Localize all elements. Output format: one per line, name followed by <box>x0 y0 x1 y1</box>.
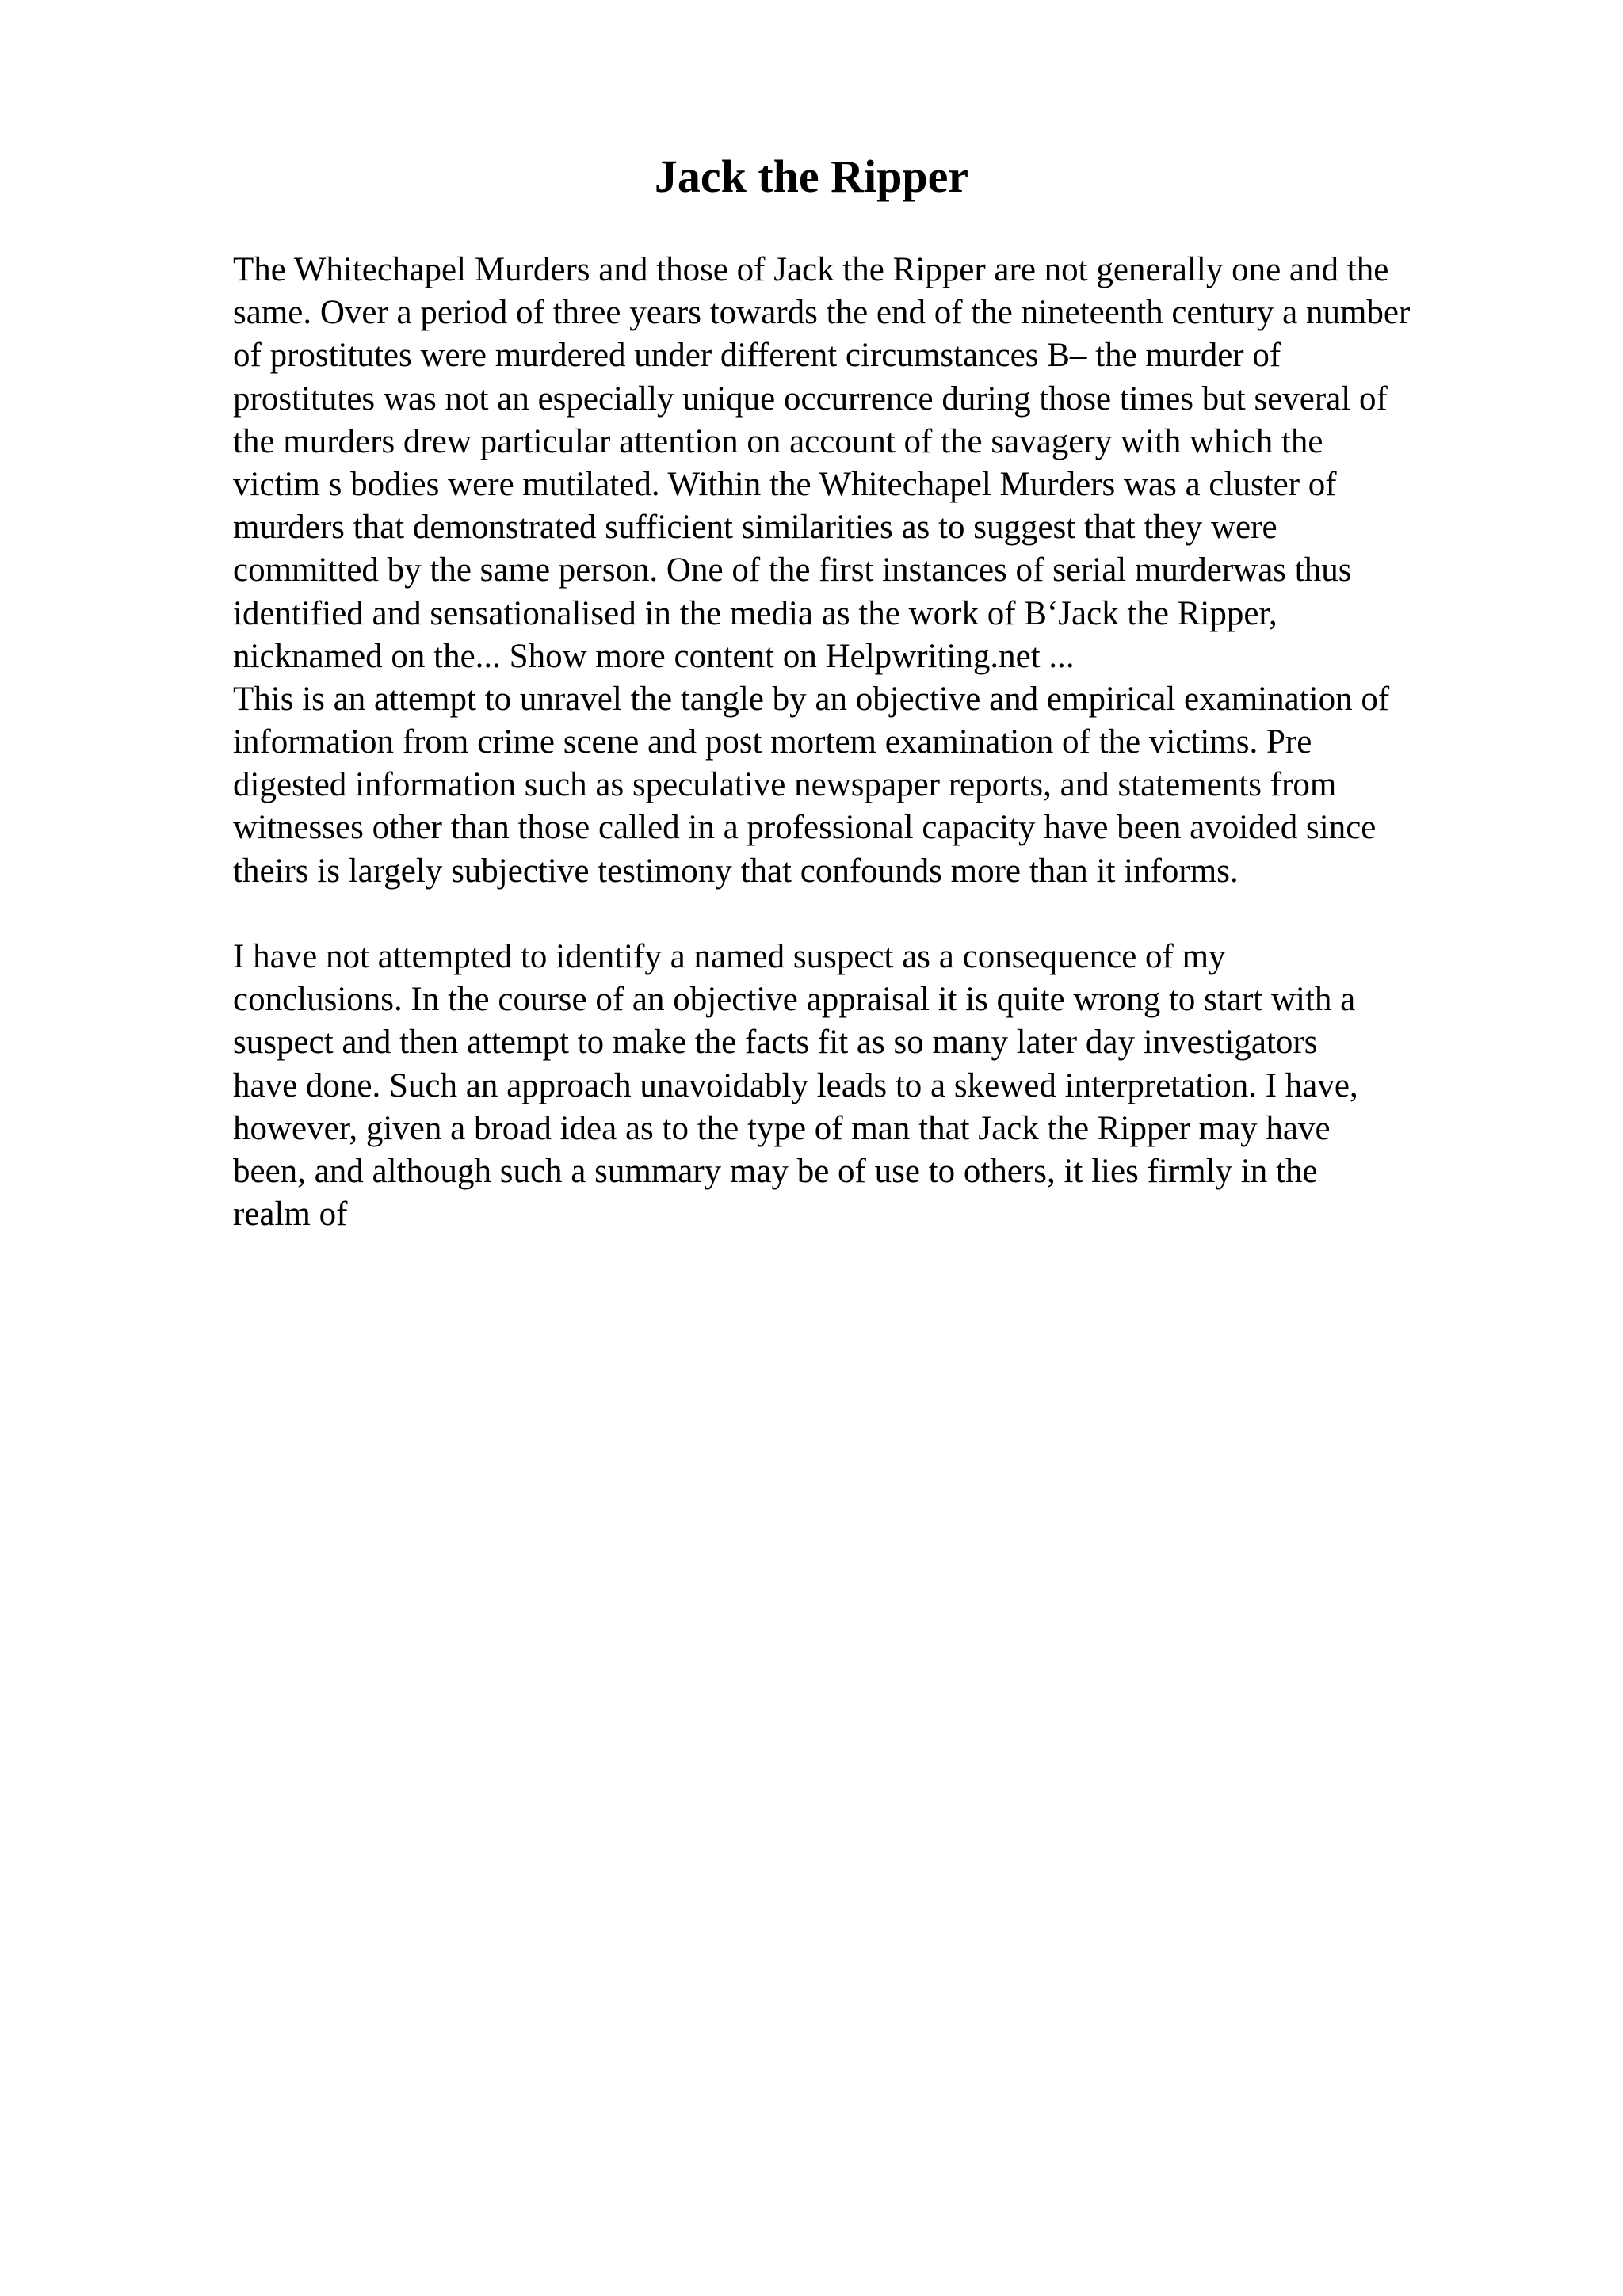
paragraph-2 <box>233 678 1533 893</box>
paragraph-1 <box>233 249 1533 678</box>
text-line: digested information such as speculative newspaper reports, and statements from <box>233 766 1337 804</box>
text-line: identified and sensationalised in the media as the work of B‘Jack the Ripper, <box>233 594 1277 632</box>
text-line: witnesses other than those called in a professional capacity have been avoided since <box>233 809 1377 847</box>
text-line: conclusions. In the course of an objective appraisal it is quite wrong to start with a <box>233 981 1356 1019</box>
text-line: nicknamed on the... Show more content on Helpwriting.net ... <box>233 637 1075 675</box>
paragraph-spacer <box>233 893 1533 936</box>
text-line: I have not attempted to identify a named suspect as a consequence of my <box>233 938 1226 975</box>
text-line: victim s bodies were mutilated. Within the Whitechapel Murders was a cluster of <box>233 465 1337 503</box>
text-line: the murders drew particular attention on account of the savagery with which the <box>233 422 1323 460</box>
text-line: theirs is largely subjective testimony that confounds more than it informs. <box>233 852 1239 890</box>
text-line: The Whitechapel Murders and those of Jack the Ripper are not generally one and the <box>233 251 1389 288</box>
text-line: same. Over a period of three years towards the end of the nineteenth century a number <box>233 294 1411 332</box>
text-line: of prostitutes were murdered under different circumstances B– the murder of <box>233 337 1281 375</box>
text-line: committed by the same person. One of the first instances of serial murderwas thus <box>233 551 1352 589</box>
paragraph-3 <box>233 936 1533 1236</box>
document-title: Jack the Ripper <box>654 151 969 202</box>
text-line: suspect and then attempt to make the facts fit as so many later day investigators <box>233 1024 1318 1062</box>
text-line: been, and although such a summary may be of use to others, it lies firmly in the <box>233 1152 1318 1190</box>
text-line: have done. Such an approach unavoidably leads to a skewed interpretation. I have, <box>233 1066 1358 1104</box>
text-line: murders that demonstrated sufficient similarities as to suggest that they were <box>233 509 1277 547</box>
text-line: prostitutes was not an especially unique occurrence during those times but several of <box>233 379 1388 418</box>
text-line: realm of <box>233 1196 348 1234</box>
text-line: This is an attempt to unravel the tangle by an objective and empirical examination of <box>233 680 1390 718</box>
document-body <box>233 249 1533 1236</box>
text-line: however, given a broad idea as to the type of man that Jack the Ripper may have <box>233 1109 1331 1147</box>
text-line: information from crime scene and post mortem examination of the victims. Pre <box>233 723 1312 761</box>
